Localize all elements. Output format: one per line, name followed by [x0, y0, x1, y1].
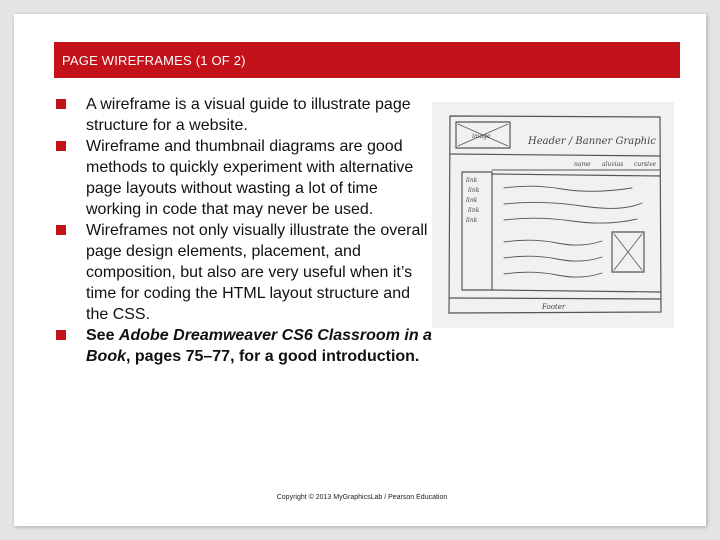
- book-title: Adobe Dreamweaver CS6 Classroom in a Book: [86, 327, 432, 365]
- bullet-text: Wireframes not only visually illustrate the overall page design elements, placement, and composition, but also are very useful when it’s time for coding the HTML layout structure and the CSS.: [86, 222, 428, 323]
- sketch-image-label: image: [472, 133, 491, 140]
- sketch-footer-line: [450, 298, 660, 299]
- bullet-item: [54, 220, 434, 325]
- sketch-scribble: [504, 202, 642, 208]
- sketch-link-label: link: [466, 217, 478, 224]
- sketch-footer-label: Footer: [542, 303, 566, 311]
- sketch-content-lines: [492, 174, 660, 292]
- sketch-header-line: [450, 154, 660, 156]
- wireframe-sketch-image: [432, 102, 674, 328]
- bullet-text: Wireframe and thumbnail diagrams are good methods to quickly experiment with alternative page layouts without wasting a lot of time working in code that may never be used.: [86, 138, 414, 218]
- sketch-link-label: link: [468, 207, 480, 214]
- slide-title: PAGE WIREFRAMES (1 OF 2): [62, 53, 246, 68]
- sketch-scribble: [504, 240, 602, 245]
- sketch-nav-label: aluvias: [602, 161, 624, 168]
- sketch-scribble: [504, 272, 602, 277]
- bullet-square-icon: [56, 141, 66, 151]
- wireframe-sketch: [432, 102, 674, 328]
- sketch-link-label: link: [468, 187, 480, 194]
- bullet-text: A wireframe is a visual guide to illustrate page structure for a website.: [86, 96, 411, 134]
- bullet-square-icon: [56, 225, 66, 235]
- bullet-square-icon: [56, 330, 66, 340]
- bullet-item: [54, 136, 434, 220]
- copyright-footer: Copyright © 2013 MyGraphicsLab / Pearson Education: [276, 494, 448, 501]
- bullet-list: [54, 94, 434, 367]
- sketch-scribble: [504, 186, 632, 191]
- sketch-scribble: [504, 256, 602, 261]
- sketch-link-label: link: [466, 177, 478, 184]
- bullet-prefix: See: [86, 327, 119, 344]
- bullet-suffix: , pages 75–77, for a good introduction.: [126, 348, 420, 365]
- sketch-nav-label: name: [574, 161, 591, 168]
- bullet-square-icon: [56, 99, 66, 109]
- sketch-link-label: link: [466, 197, 478, 204]
- sketch-header-label: Header / Banner Graphic: [528, 136, 656, 147]
- sketch-scribble: [504, 218, 637, 223]
- bullet-item: [54, 94, 434, 136]
- sketch-nav-label: cursive: [634, 161, 657, 168]
- bullet-item: [54, 325, 434, 367]
- title-bar: [54, 42, 680, 78]
- slide: [14, 14, 706, 526]
